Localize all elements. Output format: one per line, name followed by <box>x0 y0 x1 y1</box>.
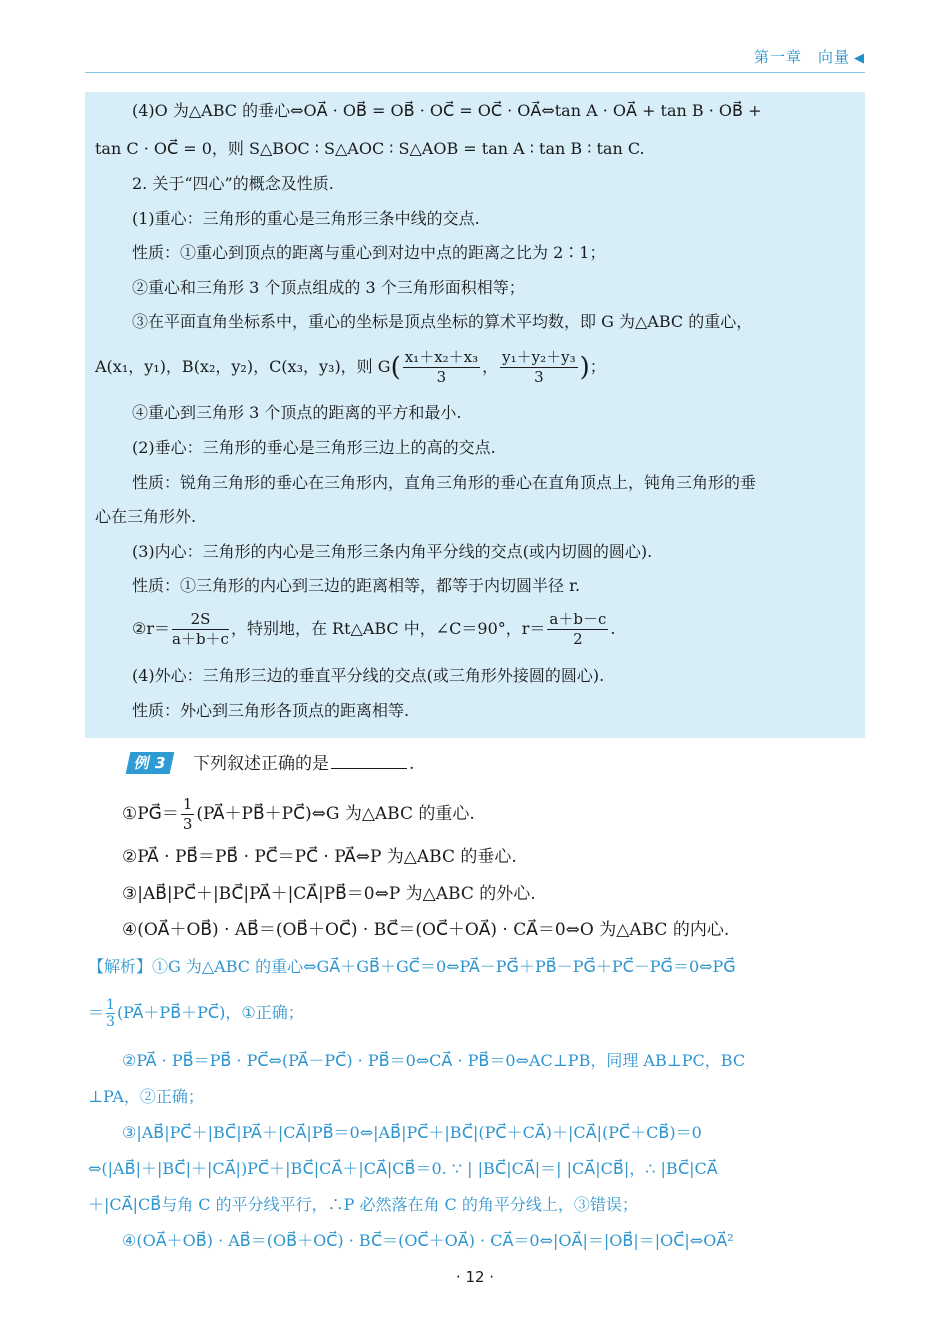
example-badge: 例 3 <box>126 752 175 774</box>
fraction: $\frac{2S}{a+b+c}$ <box>172 610 229 648</box>
box-line-14: 性质：①三角形的内心到三边的距离相等，都等于内切圆半径 r. <box>132 576 581 595</box>
box-line-1: (4)O 为△ABC 的垂心⇔OA⃗ · OB⃗ = OB⃗ · OC⃗ = OC⃗ · OA⃗⇔tan A · OA⃗ + tan B · OB⃗ + <box>132 101 762 120</box>
chapter-title: 第一章 向量 ◀ <box>753 48 865 66</box>
box-line-13: (3)内心：三角形的内心是三角形三条内角平分线的交点(或内切圆的圆心). <box>132 542 653 561</box>
header-divider <box>85 72 865 73</box>
box-line-2: tan C · OC⃗ = 0，则 S△BOC ∶ S△AOC ∶ S△AOB = tan A ∶ tan B ∶ tan C. <box>95 139 645 158</box>
solution-line-4: ⊥PA，②正确； <box>88 1087 204 1106</box>
option-2: ②PA⃗ · PB⃗＝PB⃗ · PC⃗＝PC⃗ · PA⃗⇔P 为△ABC 的垂心. <box>122 847 517 867</box>
page-number: · 12 · <box>455 1268 495 1286</box>
box-line-10: (2)垂心：三角形的垂心是三角形三边上的高的交点. <box>132 438 496 457</box>
option-1: ①PG⃗＝ $\frac{1}{3}$ (PA⃗＋PB⃗＋PC⃗)⇔G 为△ABC 的重心. <box>122 795 475 833</box>
box-line-8: A(x₁，y₁)，B(x₂，y₂)，C(x₃，y₃)，则 G( $\frac{\text{x₁＋x₂＋x₃}}{3}$ ， $\frac{\text{y₁＋y₂＋y₃}}{3}$ )； <box>95 348 606 386</box>
solution-line-6: ⇔(|AB⃗|＋|BC⃗|＋|CA⃗|)PC⃗＋|BC⃗|CA⃗＋|CA⃗|CB⃗＝0. ∵ | |BC⃗|CA⃗|＝| |CA⃗|CB⃗|，∴ |BC⃗|CA⃗ <box>88 1159 718 1178</box>
box-line-9: ④重心到三角形 3 个顶点的距离的平方和最小. <box>132 403 462 422</box>
box-line-4: (1)重心：三角形的重心是三角形三条中线的交点. <box>132 209 480 228</box>
box-line-3: 2. 关于“四心”的概念及性质. <box>132 174 334 193</box>
box-line-6: ②重心和三角形 3 个顶点组成的 3 个三角形面积相等； <box>132 278 525 297</box>
example-question: 下列叙述正确的是 . <box>193 754 415 774</box>
fraction: $\frac{\text{x₁＋x₂＋x₃}}{3}$ <box>404 348 479 386</box>
box-line-7: ③在平面直角坐标系中，重心的坐标是顶点坐标的算术平均数，即 G 为△ABC 的重心， <box>132 312 753 331</box>
solution-line-2: ＝ $\frac{1}{3}$ (PA⃗＋PB⃗＋PC⃗)，①正确； <box>88 997 304 1030</box>
box-line-16: (4)外心：三角形三边的垂直平分线的交点(或三角形外接圆的圆心). <box>132 666 605 685</box>
option-4: ④(OA⃗＋OB⃗) · AB⃗＝(OB⃗＋OC⃗) · BC⃗＝(OC⃗＋OA⃗) · CA⃗＝0⇔O 为△ABC 的内心. <box>122 920 730 940</box>
fraction: $\frac{\text{y₁＋y₂＋y₃}}{3}$ <box>502 348 576 386</box>
box-line-5: 性质：①重心到顶点的距离与重心到对边中点的距离之比为 2∶1； <box>132 243 606 262</box>
solution-line-5: ③|AB⃗|PC⃗＋|BC⃗|PA⃗＋|CA⃗|PB⃗＝0⇔|AB⃗|PC⃗＋|BC⃗|(PC⃗＋CA⃗)＋|CA⃗|(PC⃗＋CB⃗)＝0 <box>122 1123 702 1142</box>
solution-line-7: ＋|CA⃗|CB⃗与角 C 的平分线平行，∴P 必然落在角 C 的角平分线上，③错误； <box>88 1195 638 1214</box>
triangle-marker-icon: ◀ <box>854 51 865 66</box>
solution-line-1: 【解析】①G 为△ABC 的重心⇔GA⃗＋GB⃗＋GC⃗＝0⇔PA⃗－PG⃗＋PB⃗－PG⃗＋PC⃗－PG⃗＝0⇔PG⃗ <box>88 957 736 976</box>
box-line-11: 性质：锐角三角形的垂心在三角形内，直角三角形的垂心在直角顶点上，钝角三角形的垂 <box>132 473 757 492</box>
fraction: $\frac{a+b-c}{2}$ <box>549 610 607 648</box>
page-header <box>85 38 865 74</box>
fraction: $\frac{1}{3}$ <box>182 795 193 833</box>
solution-line-3: ②PA⃗ · PB⃗＝PB⃗ · PC⃗⇔(PA⃗－PC⃗) · PB⃗＝0⇔CA⃗ · PB⃗＝0⇔AC⊥PB，同理 AB⊥PC，BC <box>122 1051 746 1070</box>
box-line-15: ②r＝ $\frac{2S}{a+b+c}$ ，特别地，在 Rt△ABC 中，∠C＝90°，r＝ $\frac{a+b-c}{2}$ . <box>132 610 616 648</box>
solution-line-8: ④(OA⃗＋OB⃗) · AB⃗＝(OB⃗＋OC⃗) · BC⃗＝(OC⃗＋OA⃗) · CA⃗＝0⇔|OA⃗|＝|OB⃗|＝|OC⃗|⇔OA⃗² <box>122 1231 734 1250</box>
answer-blank[interactable] <box>331 752 407 769</box>
box-line-17: 性质：外心到三角形各顶点的距离相等. <box>132 701 410 720</box>
fraction: $\frac{1}{3}$ <box>106 997 115 1030</box>
box-line-12: 心在三角形外. <box>95 507 197 526</box>
option-3: ③|AB⃗|PC⃗＋|BC⃗|PA⃗＋|CA⃗|PB⃗＝0⇔P 为△ABC 的外心. <box>122 884 536 904</box>
